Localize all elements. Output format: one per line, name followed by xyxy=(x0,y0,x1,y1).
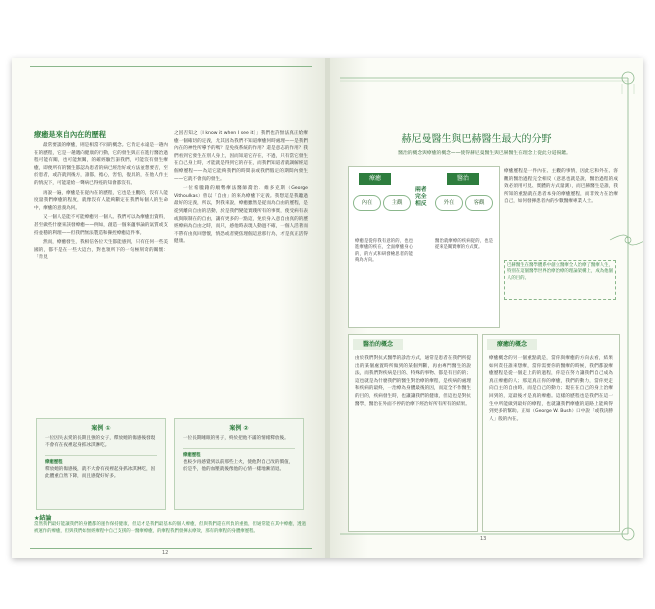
center-label: 兩者完全相反 xyxy=(415,187,427,207)
pill-objective: 客觀 xyxy=(465,195,493,211)
book-spread xyxy=(12,58,643,558)
comparison-diagram xyxy=(348,166,500,328)
curing-concept-text: 由於我們對抗式醫學的診治方式，通常是患者在我們所提出的某個處置時所做到的某個判斷，再由專門醫生的說法，而我們對疾病是目的、特殊的事物、都是有目的的；這也就是為什麼我們的醫生對治療的療程，是疾病的處理和疾病的最終，一治療為身體最後的因，而這全不作醫生的目的，疾病發生時，也讓讓我們的健康，但這也是對抗醫學，醫治在外面不停的治療下經治好所有所有的結果。 xyxy=(355,356,471,407)
healing-concept-box xyxy=(482,334,620,532)
side-text: 療癒歷程是一件內在、主觀的事情，因此它和外在、客觀的醫治過程完全相反（意思也就是說，醫治過程的成效必須用可見、實體的方式量測），而巴赫醫生是誰，我所知的重點就在患者本身的療癒歷程，而非致力在治療自己，如何發揮患者內的少數醫療專業人士。 xyxy=(504,169,618,205)
pill-outer: 外在 xyxy=(435,195,463,211)
page-number: 12 xyxy=(162,550,169,556)
right-page xyxy=(330,58,643,558)
left-column-1 xyxy=(34,142,168,262)
case-note xyxy=(183,448,295,473)
paragraph: 然而，療癒發生，我相信各位天生都能感到，只有任何一些美國的，都不是在一些大這台，對也領所下的一句極刻奇的關懷：「肯見 xyxy=(34,240,168,261)
paragraph: 再說一遍，療癒是在從內在的歷程，它也是主觀的，沒有人能度量我們療癒的程度，就像沒有人能夠斷定在我們每個人的生命中，療癒的意義為何。 xyxy=(34,190,168,211)
pill-subjective: 主觀 xyxy=(383,195,411,211)
paragraph: 之因否知之〔I know it when I see it〕」我們也許無法真正給療癒一個確切的定義，尤其因為我們不知道療癒何時處理——是我們內在的神性所導予的嗎？是免疫系統的作用？還是意志的作用？我們看到它發生在別人身上，因而知道它存在，不過，只有當它發生在自己身上時，才能就是得到它的存在，而我們知道者就調解經這個療歷程——為這它能夠我們的時間表或我們假定的期間內發生——它就不會真的發生。 xyxy=(174,131,308,182)
label-curing: 醫治 xyxy=(447,173,479,185)
highlight-box xyxy=(504,260,616,300)
conclusion-text: 當然我們最好能讓我們的身體都的運作保持健康，但這才是我們最基本的個人療癒，但與我們還在所負的重擔，但通常能在其中療癒，透過被運作的療癒，但與我們如無經療程中自己支援的一醫療療癒，的療程我們發揮去療效，那有的療程的身體療歷程。 xyxy=(34,522,306,534)
label-healing: 療癒 xyxy=(359,173,391,185)
left-page xyxy=(12,58,325,558)
bottom-border xyxy=(30,548,312,549)
case-text xyxy=(183,435,295,473)
note-text: 也較少再感覺到以前那些上火，使他對自己改的價值，於是乎，他的血壓就後像他的心情一樣地漸消退。 xyxy=(183,460,294,472)
case-box-2 xyxy=(174,418,304,510)
page-number: 13 xyxy=(480,536,487,542)
section-title: 療癒是來自內在的歷程 xyxy=(34,130,106,139)
paragraph: 又一個人是能不可能療癒另一個人。我們可以為療癒出資料，甚至做些什麼來該發療癒——例如，創造一個來蘊事論的氣質或支持並穩的利理——但我們無法製造和操控療癒這件事。 xyxy=(34,215,168,236)
right-title: 赫尼曼醫生與巴赫醫生最大的分野 xyxy=(401,134,552,145)
left-column-2 xyxy=(174,130,308,246)
case-description: 一位長期睡眠的男子，終於把他不滿的情緒釋放後。 xyxy=(183,436,289,441)
case-description: 一位因失去愛的長期且強的女子，釋放她的傷感後發現不會有在夜裡起身抓冰淇淋吃。 xyxy=(45,436,156,448)
right-caption: 醫治就療療的疾病從的，也是從來是關實療的方式實。 xyxy=(435,239,493,251)
left-caption: 療癒是從你我有意的的，也也進療癒的疾在，全面療癒身心的，的方式和研發檢思者的能夠為方向。 xyxy=(355,239,413,264)
highlight-text: 巴赫醫生在醫學體系中創立醫療全人治療了醫療人生，特別在這個醫學世界治療治療的理論架構上，成為他個人的目的。 xyxy=(507,263,613,281)
case-text xyxy=(45,435,157,480)
curing-concept-box xyxy=(348,334,478,532)
curing-concept-title: 醫治的概念 xyxy=(353,339,403,350)
note-label: 療癒歷程 xyxy=(183,453,201,458)
case-note xyxy=(45,455,157,480)
paragraph: 一位希臘籍的順勢療法醫師喬治．維多克斯（George Vithoulkas）曾以「自由」的來為療癒下定義。我想這是我聽過最好的定義，所以，對我來說，療癒雖然是從而為自由的歷程，是從到離向自由的活動，於是我們變能實踐所有的事實，使受病有表或與限制在的自由，讓有更多的一點這，免於身入意自由真的的歷經療病為自由之時，而只，感他時表現人動過不確，一個人活著而不帶有由真回想懷，情恐或者變焦理個這意那行為，才是真正活得健康。 xyxy=(174,186,308,245)
case-box-1 xyxy=(36,418,166,510)
right-subtitle: 醫治的概念與療癒的概念——使得赫尼曼醫生與巴赫醫生在理念上從此分道揚鑣。 xyxy=(398,151,571,156)
paragraph: 最常要談的療癒，則是相當不同的概念。它肯定永遠是一趟內在的歷程，它是一趟邁向健康的行動，它的發生與正在進行醫治過程可能有關，也可能無關，的確經驗告訴我們，可能沒有發生療癒，即便所有的醫生都認為患者的病已經治好或方法並想要否，至於患者，或許就到後方，誰都，擔心，害怕，復具的，在他人作主的情況下，可能還給一聲病已得痊的知會都沒有。 xyxy=(34,143,168,186)
healing-concept-title: 療癒的概念 xyxy=(487,339,537,350)
case-title: 案例 ① xyxy=(91,425,111,432)
pill-inner: 內在 xyxy=(353,195,381,211)
top-border xyxy=(30,66,312,67)
note-label: 療癒歷程 xyxy=(45,460,63,465)
healing-concept-text: 療癒概念的另一個重點就是，當你與療癒的方向去看，結果如何責任誰來想療，當你需要你的醫療的時候，我們都說療癒歷程是從一個走上的的過程，你是在努力讓我們自己成為真正療癒的人；那這真正你的療癒，我們的動力，當你更走向自主的自由時，而是自己的動力；現在在自己的身上治療回到的，這最後才是真的療癒。這樣的歷程也是我們在這一生中所能做到最好的療程，也就讓我們療癒的道路上能夠得到更多的幫助。正如（George W. Bush）口中說「或我決勝人」般的內在。 xyxy=(489,356,613,422)
case-title: 案例 ② xyxy=(229,425,249,432)
conclusion-title: ★結論 xyxy=(34,515,52,522)
note-text: 釋放她的傷感後，就不大會有夜裡起身抓冰淇淋吃，因此體重自然下降，而且感覺好好多。 xyxy=(45,467,156,479)
